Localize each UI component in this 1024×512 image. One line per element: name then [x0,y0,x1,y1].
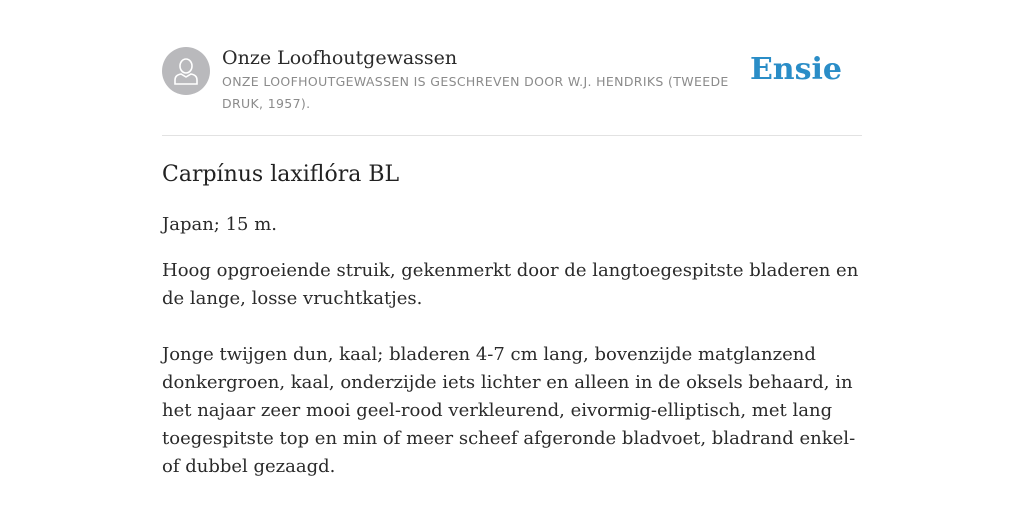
entry-content [162,158,862,481]
entry-summary: Hoog opgroeiende struik, gekenmerkt door de langtoegespitste bladeren en de lange, losse vruchtkatjes. [162,260,859,309]
source-description: ONZE LOOFHOUTGEWASSEN IS GESCHREVEN DOOR W.J. HENDRIKS (TWEEDE DRUK, 1957). [222,74,729,111]
entry-origin: Japan; 15 m. [162,214,277,235]
entry-title: Carpínus laxiflóra BL [162,162,400,187]
source-title[interactable]: Onze Loofhoutgewassen [222,47,458,69]
brand-logo[interactable]: Ensie [749,52,842,87]
entry-description: Jonge twijgen dun, kaal; bladeren 4-7 cm lang, bovenzijde matglanzend donkergroen, kaal, onderzijde iets lichter en alleen in de oksels behaard, in het najaar zeer mooi geel-rood verkleurend, eivormig-elliptisch, met lang toegespitste top en min of meer scheef afgeronde bladvoet, bladrand enkel- of dubbel gezaagd. [162,344,856,477]
source-header [162,45,862,136]
avatar [162,47,210,95]
user-icon [173,57,199,85]
